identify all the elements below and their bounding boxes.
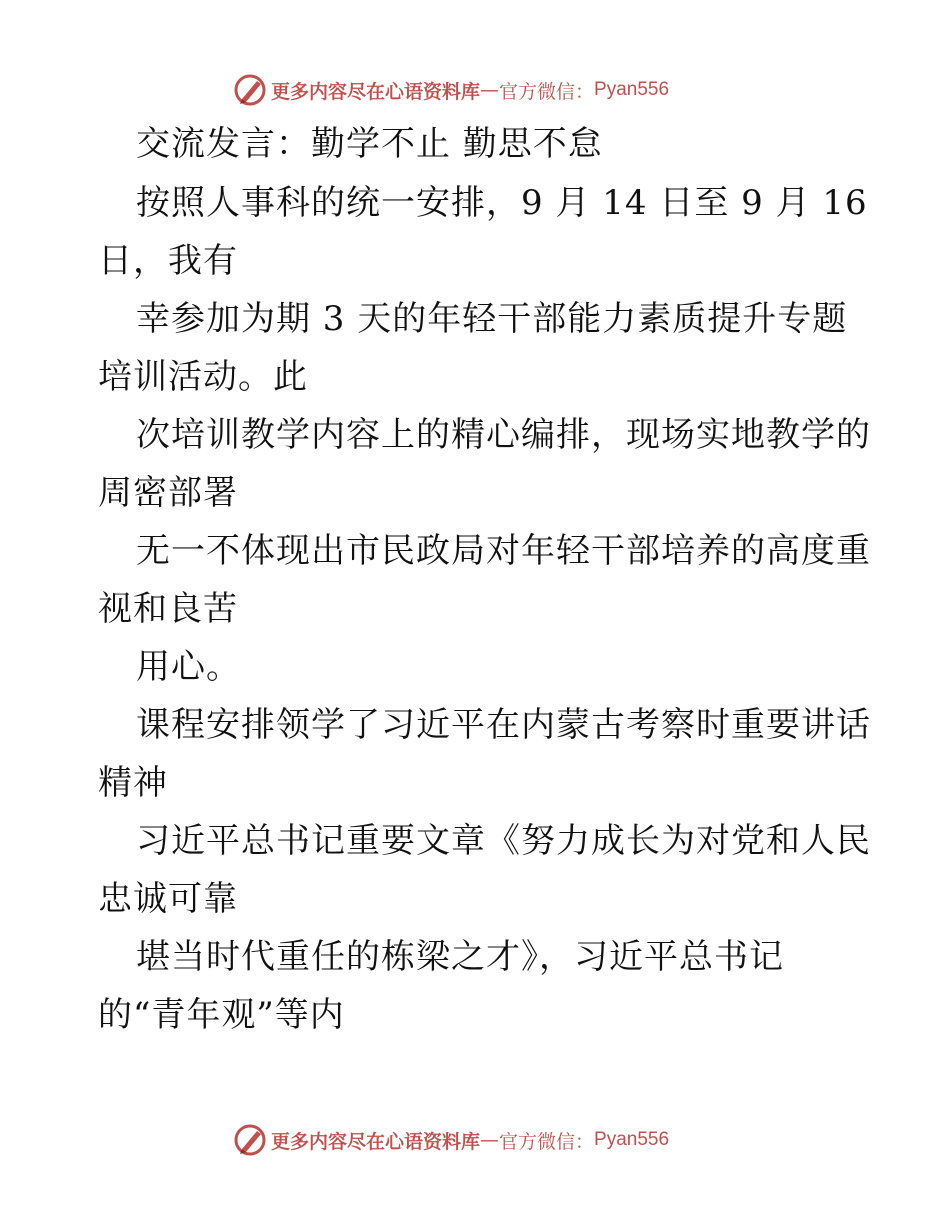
text-line: 精神 [98, 763, 168, 803]
text-line: 忠诚可靠 [98, 879, 238, 919]
text-line: 课程安排领学了习近平在内蒙古考察时重要讲话 [136, 705, 871, 745]
watermark-separator: — [480, 1129, 500, 1151]
watermark-wechat-id: Pyan556 [594, 79, 670, 100]
pen-circle-logo-icon [233, 1123, 267, 1157]
text-line: 日，我有 [98, 241, 238, 281]
text-line: 培训活动。此 [98, 357, 308, 397]
text-line: 幸参加为期 3 天的年轻干部能力素质提升专题 [136, 299, 848, 339]
text-line: 周密部署 [98, 473, 238, 513]
text-line: 用心。 [136, 647, 241, 687]
text-line: 次培训教学内容上的精心编排，现场实地教学的 [136, 415, 871, 455]
text-line: 无一不体现出市民政局对年轻干部培养的高度重 [136, 531, 871, 571]
text-line: 习近平总书记重要文章《努力成长为对党和人民 [136, 821, 871, 861]
document-title: 交流发言：勤学不止 勤思不怠 [136, 124, 603, 164]
watermark-wechat-label: 官方微信： [499, 80, 595, 103]
watermark-wechat-id: Pyan556 [594, 1129, 670, 1150]
text-line: 的“青年观”等内 [98, 995, 345, 1035]
watermark-banner-top [233, 72, 753, 108]
pen-circle-logo-icon [233, 73, 267, 107]
text-line: 堪当时代重任的栋梁之才》，习近平总书记 [136, 937, 784, 977]
watermark-main-text: 更多内容尽在心语资料库 [271, 1130, 481, 1153]
text-line: 按照人事科的统一安排，9 月 14 日至 9 月 16 [136, 183, 868, 223]
watermark-main-text: 更多内容尽在心语资料库 [271, 80, 481, 103]
watermark-separator: — [480, 79, 500, 101]
watermark-banner-bottom [233, 1122, 753, 1158]
watermark-wechat-label: 官方微信： [499, 1130, 595, 1153]
text-line: 视和良苦 [98, 589, 238, 629]
